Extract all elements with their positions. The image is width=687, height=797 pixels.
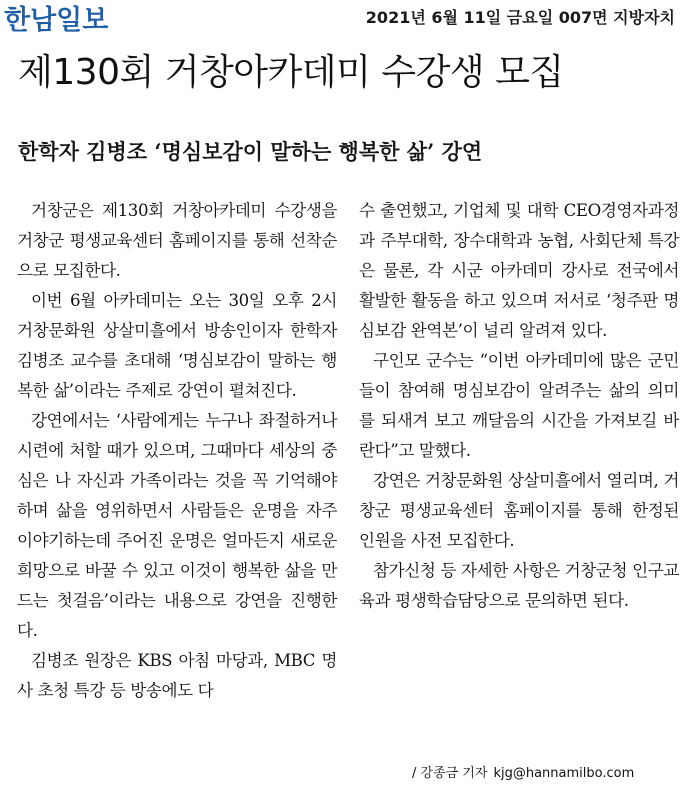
paragraph: 참가신청 등 자세한 사항은 거창군청 인구교육과 평생학습담당으로 문의하면 된다. [359,561,679,610]
newspaper-logo: 한남일보 [4,5,109,36]
byline-author: / 강종금 기자 [412,766,488,781]
paragraph: 김병조 원장은 KBS 아침 마당과, MBC 명사 초청 특강 등 방송에도 다 [17,651,337,700]
dateline: 2021년 6월 11일 금요일 007면 지방자치 [365,8,675,27]
paragraph: 구인모 군수는 “이번 아카데미에 많은 군민들이 참여해 명심보감이 알려주는 삶의 의미를 되새겨 보고 깨달음의 시간을 가져보길 바란다”고 말했다. [359,351,679,460]
masthead [0,0,687,40]
paragraph-continued: 수 출연했고, 기업체 및 대학 CEO경영자과정과 주부대학, 장수대학과 농협, 사회단체 특강은 물론, 각 시군 아카데미 강사로 전국에서 활발한 활동을 하고 있으며 저서로 ‘청주판 명심보감 완역본’이 널리 알려져 있다. [359,201,679,340]
headline: 제130회 거창아카데미 수강생 모집 [18,52,564,93]
paragraph: 거창군은 제130회 거창아카데미 수강생을 거창군 평생교육센터 홈페이지를 통해 선착순으로 모집한다. [17,201,337,280]
byline-email: kjg@hannamilbo.com [493,766,635,781]
paragraph: 이번 6월 아카데미는 오는 30일 오후 2시 거창문화원 상살미흘에서 방송인이자 한학자 김병조 교수를 초대해 ‘명심보감이 말하는 행복한 삶’이라는 주제로 강연이 펼쳐진다. [17,291,337,400]
subheadline: 한학자 김병조 ‘명심보감이 말하는 행복한 삶’ 강연 [18,139,483,164]
paragraph: 강연에서는 ‘사람에게는 누구나 좌절하거나 시련에 처할 때가 있으며, 그때마다 세상의 중심은 나 자신과 가족이라는 것을 꼭 기억해야 하며 삶을 영위하면서 사람들은 운명을 자주 이야기하는데 주어진 운명은 얼마든지 새로운 희망으로 바꿀 수 있고 이것이 행복한 삶을 만드는 첫걸음’이라는 내용으로 강연을 진행한다. [17,411,337,640]
article-column-right [359,196,679,616]
paragraph: 강연은 거창문화원 상살미흘에서 열리며, 거창군 평생교육센터 홈페이지를 통해 한정된 인원을 사전 모집한다. [359,471,679,550]
byline [412,762,634,781]
article-column-left [17,196,337,706]
